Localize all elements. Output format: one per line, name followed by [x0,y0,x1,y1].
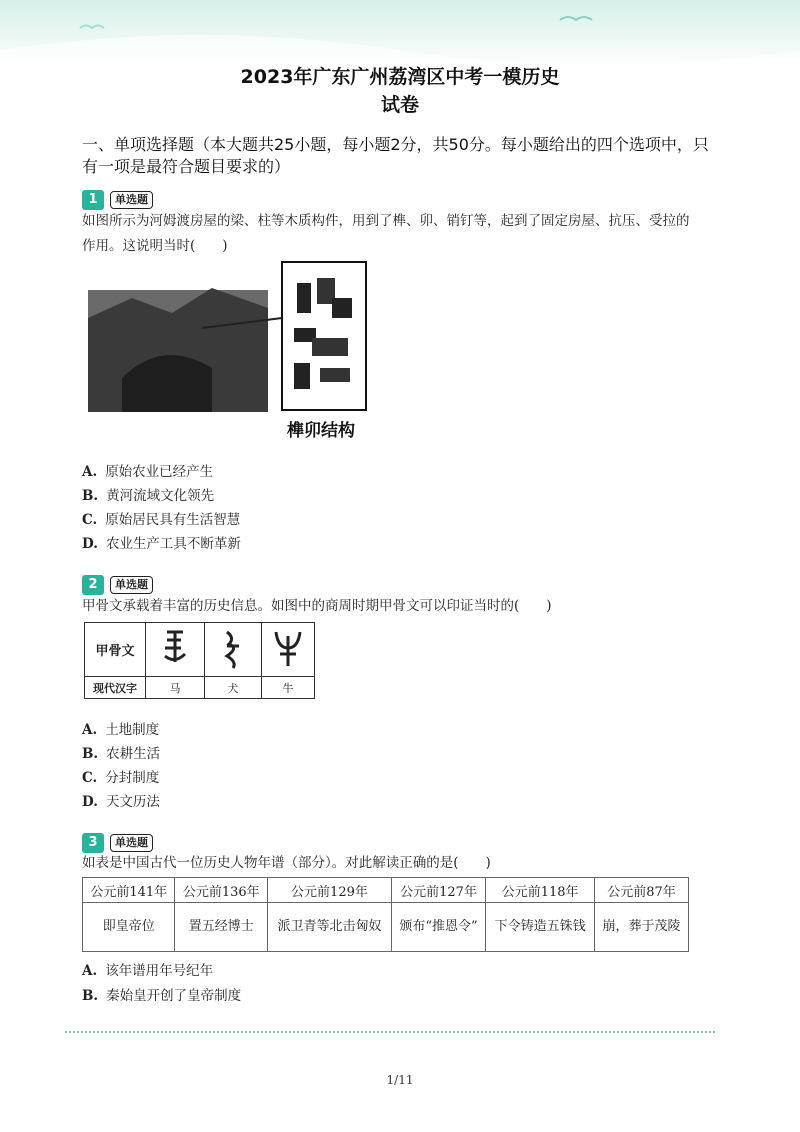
oracle-glyph-horse [146,623,205,677]
table-header-cell: 公元前118年 [486,878,595,903]
table-cell: 派卫青等北击匈奴 [267,903,391,952]
option-a[interactable]: A. 该年谱用年号纪年 [82,963,214,979]
option-a[interactable]: A. 原始农业已经产生 [82,464,214,480]
page-subtitle: 试卷 [380,94,419,116]
page-divider [65,1031,715,1033]
question-stem: 如表是中国古代一位历史人物年谱（部分）。对此解读正确的是( ) [82,855,491,871]
question-number: 3 [82,833,104,853]
option-b[interactable]: B. 黄河流域文化领先 [82,488,215,504]
option-b[interactable]: B. 秦始皇开创了皇帝制度 [82,988,242,1004]
table-cell: 崩，葬于茂陵 [595,903,689,952]
page-title: 2023年广东广州荔湾区中考一模历史 [240,66,560,88]
bird-decoration [0,0,800,70]
oracle-bone-table [84,622,315,699]
table-row-label: 甲骨文 [85,623,146,677]
question-stem: 甲骨文承载着丰富的历史信息。如图中的商周时期甲骨文可以印证当时的( ) [82,598,552,614]
option-a[interactable]: A. 土地制度 [82,722,160,738]
question-type-badge: 单选题 [110,576,153,594]
question-number: 2 [82,575,104,595]
option-c[interactable]: C. 分封制度 [82,770,160,786]
header-banner [0,0,800,70]
figure-caption: 榫卯结构 [287,421,355,441]
question-type-badge: 单选题 [110,834,153,852]
table-header-cell: 公元前136年 [175,878,267,903]
option-d[interactable]: D. 农业生产工具不断革新 [82,536,241,552]
option-d[interactable]: D. 天文历法 [82,794,160,810]
oracle-glyph-ox [262,623,315,677]
table-cell: 下令铸造五铢钱 [486,903,595,952]
table-header-cell: 公元前129年 [267,878,391,903]
page-number: 1/11 [386,1073,414,1087]
mortise-tenon-figure [82,258,372,448]
table-cell: 犬 [205,677,262,699]
oracle-glyph-dog [205,623,262,677]
question-header [82,575,153,595]
table-header-cell: 公元前87年 [595,878,689,903]
table-cell: 置五经博士 [175,903,267,952]
table-cell: 马 [146,677,205,699]
option-c[interactable]: C. 原始居民具有生活智慧 [82,512,241,528]
table-cell: 即皇帝位 [83,903,175,952]
option-b[interactable]: B. 农耕生活 [82,746,161,762]
question-stem: 如图所示为河姆渡房屋的梁、柱等木质构件，用到了榫、卯、销钉等，起到了固定房屋、抗压、受拉的作用。这说明当时( ) [82,213,690,254]
section-heading: 一、单项选择题（本大题共25小题，每小题2分，共50分。每小题给出的四个选项中，只有一项是最符合题目要求的） [82,135,709,176]
table-row-label: 现代汉字 [85,677,146,699]
question-type-badge: 单选题 [110,191,153,209]
table-header-cell: 公元前127年 [391,878,485,903]
table-header-cell: 公元前141年 [83,878,175,903]
question-header [82,190,153,210]
table-cell: 牛 [262,677,315,699]
question-number: 1 [82,190,104,210]
question-header [82,833,153,853]
chronology-table [82,877,689,952]
table-cell: 颁布“推恩令” [391,903,485,952]
